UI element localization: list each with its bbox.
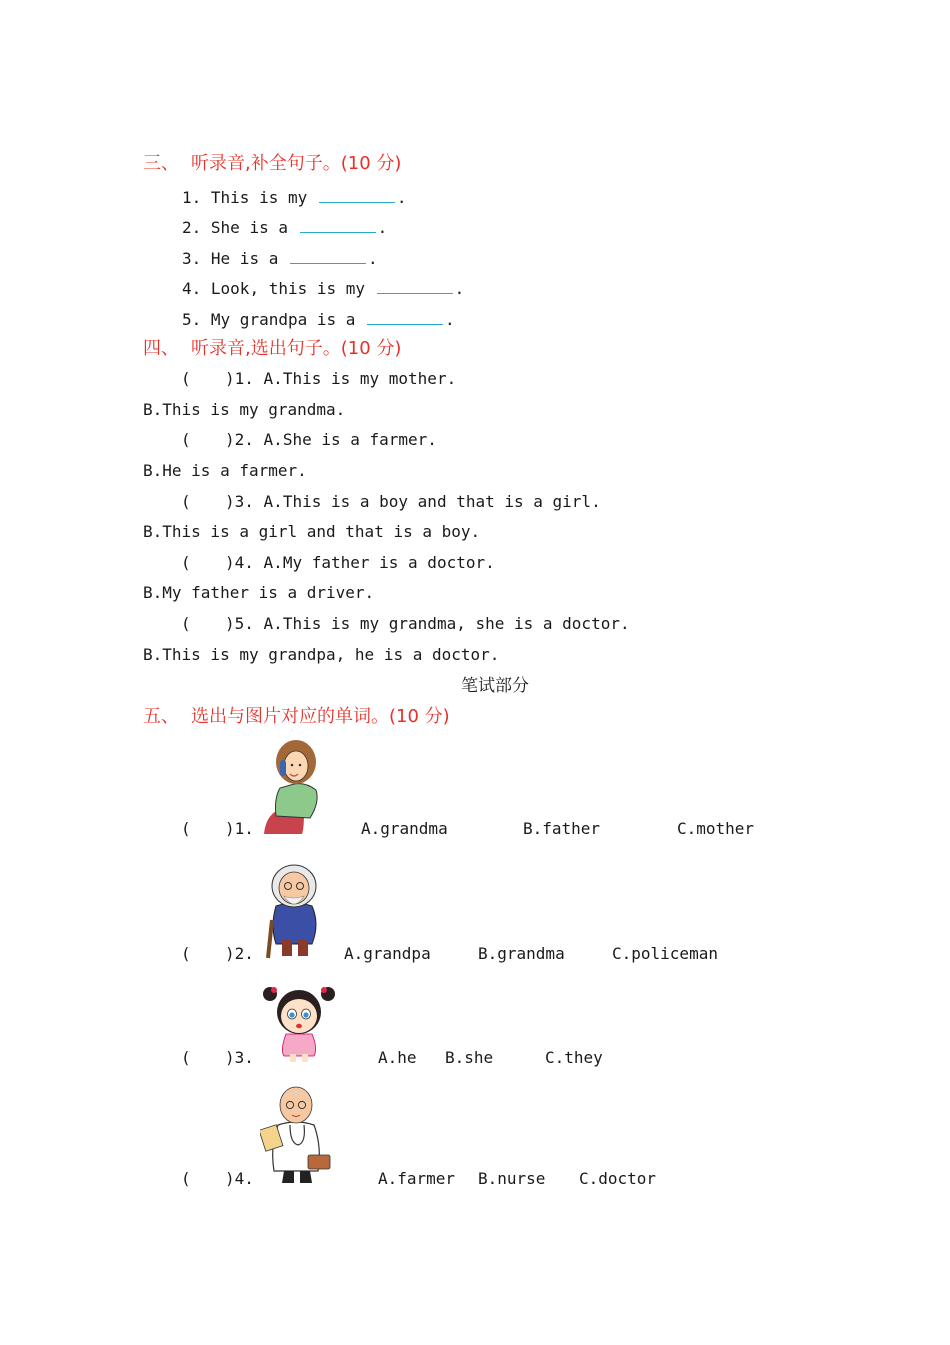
s5-q4-num: )4. [225,1169,254,1188]
s5-q1-option-a: A.grandma [361,819,448,838]
s4-q4-paren[interactable]: ( [181,553,191,572]
section-4-heading [143,338,401,360]
s4-q4-num: )4. [225,553,254,572]
s3-item-1-text: This is my [210,188,308,207]
s5-q2-paren[interactable]: ( [181,944,191,963]
section-3-heading [143,153,401,175]
s4-q4-option-b: B.My father is a driver. [143,583,375,602]
s3-item-2-end: . [377,218,388,237]
s5-q1-option-b: B.father [523,819,601,838]
s5-q4-option-b: B.nurse [478,1169,546,1188]
little-girl-icon [262,982,336,1068]
s4-q5-num: )5. [225,614,254,633]
s4-q5-option-b: B.This is my grandpa, he is a doctor. [143,645,500,664]
s5-q2-option-c: C.policeman [612,944,718,963]
s3-item-5-text: My grandpa is a [210,310,356,329]
section-3-title: 听录音,补全句子。(10 分) [191,153,402,174]
s5-q4-paren[interactable]: ( [181,1169,191,1188]
s5-q3-option-b: B.she [445,1048,494,1067]
s3-item-1 [182,186,407,208]
section-5-number: 五、 [143,706,179,727]
section-5-heading [143,706,450,728]
s4-q5-line [225,614,630,634]
s4-q2-line [225,430,437,450]
s3-item-4-text: Look, this is my [210,279,366,298]
s3-item-1-num: 1. [182,188,202,207]
s4-q1-line [225,369,456,389]
s5-q1-paren[interactable]: ( [181,819,191,838]
s3-item-1-blank[interactable] [319,186,395,203]
s4-q1-paren[interactable]: ( [181,369,191,388]
written-part-title: 笔试部分 [461,676,529,696]
s4-q5-option-a: A.This is my grandma, she is a doctor. [263,614,630,633]
s5-q4-option-c: C.doctor [579,1169,657,1188]
s3-item-4-num: 4. [182,279,202,298]
s4-q4-line [225,553,495,573]
section-3-number: 三、 [143,153,179,174]
s4-q2-num: )2. [225,430,254,449]
s5-q2-option-b: B.grandma [478,944,565,963]
s4-q3-option-a: A.This is a boy and that is a girl. [263,492,601,511]
s3-item-5-blank[interactable] [367,308,443,325]
section-4-number: 四、 [143,338,179,359]
s3-item-5-num: 5. [182,310,202,329]
s3-item-5-end: . [445,310,455,329]
s4-q1-option-a: A.This is my mother. [263,369,457,388]
s5-q4-option-a: A.farmer [378,1169,456,1188]
grandpa-with-cane-icon [260,862,326,964]
s3-item-2-num: 2. [182,218,202,237]
s4-q3-option-b: B.This is a girl and that is a boy. [143,522,481,541]
s3-item-2 [182,216,387,238]
s4-q4-option-a: A.My father is a doctor. [263,553,495,572]
s3-item-4 [182,277,464,299]
section-4-title: 听录音,选出句子。(10 分) [191,338,402,359]
s4-q2-paren[interactable]: ( [181,430,191,449]
s5-q3-paren[interactable]: ( [181,1048,191,1067]
s3-item-3-end: . [367,249,378,268]
s4-q3-num: )3. [225,492,254,511]
s3-item-3-num: 3. [182,249,202,268]
s3-item-3 [182,247,378,269]
s5-q2-option-a: A.grandpa [344,944,431,963]
s3-item-1-end: . [396,188,407,207]
s4-q3-paren[interactable]: ( [181,492,191,511]
s4-q2-option-b: B.He is a farmer. [143,461,307,480]
woman-on-phone-icon [260,738,326,840]
s4-q5-paren[interactable]: ( [181,614,191,633]
s3-item-4-blank[interactable] [377,277,453,294]
s5-q3-num: )3. [225,1048,254,1067]
s5-q2-num: )2. [225,944,254,963]
s5-q3-option-a: A.he [378,1048,417,1067]
s4-q1-option-b: B.This is my grandma. [143,400,346,419]
doctor-icon [260,1085,334,1189]
s3-item-2-blank[interactable] [300,216,376,233]
s4-q1-num: )1. [225,369,254,388]
s5-q1-num: )1. [225,819,254,838]
section-5-title: 选出与图片对应的单词。(10 分) [191,706,450,727]
s3-item-3-text: He is a [210,249,279,268]
s5-q1-option-c: C.mother [677,819,755,838]
s3-item-4-end: . [454,279,465,298]
s5-q3-option-c: C.they [545,1048,603,1067]
s4-q2-option-a: A.She is a farmer. [263,430,437,449]
s3-item-5 [182,308,455,330]
s4-q3-line [225,492,601,512]
s3-item-2-text: She is a [210,218,288,237]
s3-item-3-blank[interactable] [290,247,366,264]
